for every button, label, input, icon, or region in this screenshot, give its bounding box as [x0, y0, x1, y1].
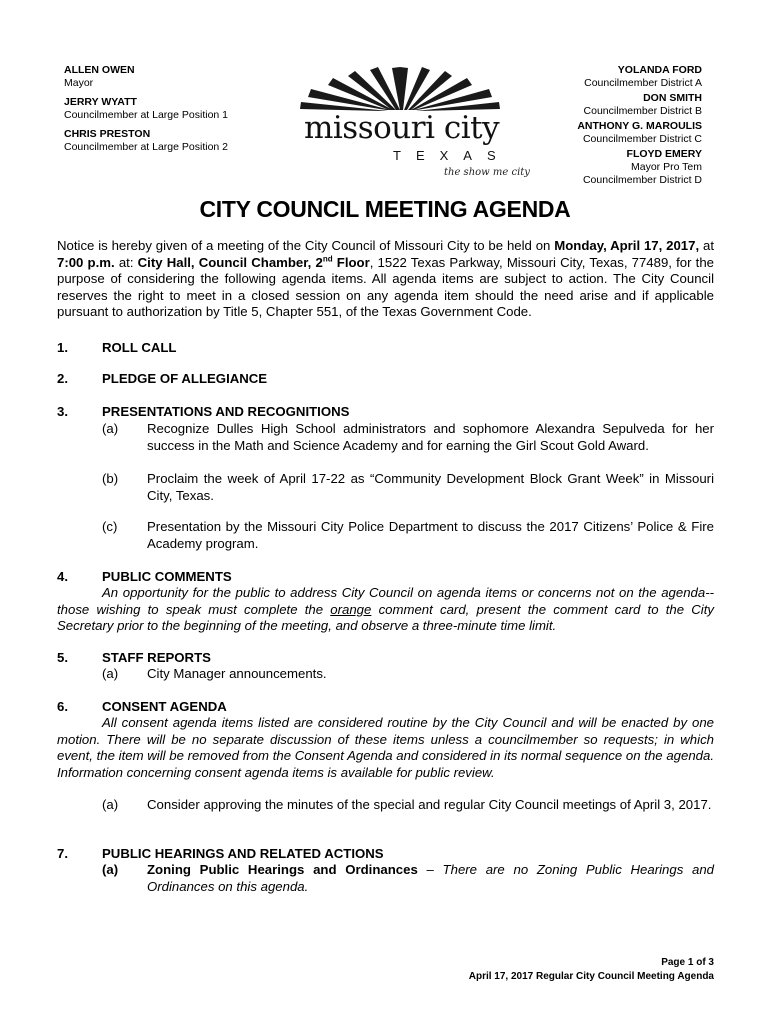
subitem-text: Presentation by the Missouri City Police Department to discuss the 2017 Citizens’ Police & Fire Academy program.: [147, 519, 714, 551]
official-name: JERRY WYATT: [64, 96, 137, 108]
comment-card-color: orange: [330, 601, 372, 617]
official-name: FLOYD EMERY: [626, 148, 702, 160]
item-number: 4.: [57, 569, 68, 584]
official-mayor: [64, 64, 228, 90]
item-title: PUBLIC COMMENTS: [102, 569, 232, 584]
subitem-text: City Manager announcements.: [147, 666, 327, 681]
official-role: Councilmember District A: [584, 77, 702, 89]
agenda-subitem-6a: [102, 797, 714, 814]
logo-city-text: missouri city: [304, 110, 500, 146]
agenda-subitem-3a: [102, 421, 714, 454]
item-title: PRESENTATIONS AND RECOGNITIONS: [102, 404, 350, 419]
officials-left: [64, 64, 228, 160]
official-role: Councilmember District C: [582, 133, 702, 145]
item-number: 7.: [57, 846, 68, 861]
notice-text: Notice is hereby given of a meeting of the City Council of Missouri City to be held on: [57, 238, 555, 253]
agenda-subitem-7a: [102, 862, 714, 895]
notice-text: , 1522 Texas Parkway, Missouri City, Texas, 77489, for the purpose of considering the following agenda items. All agenda items are subject to action. The City Council reserves the right to meet in a closed session on any agenda item should the need arise and if applicable pursuant to authorization by Title 5, Chapter 551, of the Texas Government Code.: [57, 254, 715, 319]
official-role: Mayor: [64, 77, 94, 89]
official-name: ANTHONY G. MAROULIS: [577, 120, 702, 132]
page-number: Page 1 of 3: [661, 957, 714, 968]
agenda-subitem-3b: [102, 471, 714, 504]
official-role: Councilmember at Large Position 2: [64, 141, 229, 153]
notice-floor: Floor: [332, 254, 370, 270]
official-district-d: [577, 148, 702, 187]
official-district-c: [577, 120, 702, 146]
agenda-subitem-5a: [102, 666, 714, 683]
item-title: PUBLIC HEARINGS AND RELATED ACTIONS: [102, 846, 384, 861]
subitem-bold-text: Zoning Public Hearings and Ordinances: [147, 862, 418, 877]
official-name: DON SMITH: [643, 92, 702, 104]
official-role: Councilmember at Large Position 1: [64, 109, 229, 121]
logo-state-text: TEXAS: [393, 148, 511, 163]
subitem-text: [147, 862, 714, 895]
item-title: ROLL CALL: [102, 340, 177, 355]
official-district-b: [577, 92, 702, 118]
item-number: 6.: [57, 699, 68, 714]
subitem-letter: (c): [102, 519, 118, 534]
subitem-italic-text: – There are no Zoning Public Hearings and Ordinances on this agenda.: [147, 862, 715, 894]
item-number: 3.: [57, 404, 68, 419]
footer-document-title: April 17, 2017 Regular City Council Meeting Agenda: [468, 971, 714, 982]
item-title: PLEDGE OF ALLEGIANCE: [102, 371, 268, 386]
notice-text: at:: [114, 254, 138, 270]
official-role: Mayor Pro Tem: [631, 161, 702, 173]
officials-right: [577, 64, 702, 189]
subitem-letter: (a): [102, 421, 119, 436]
subitem-letter: (a): [102, 797, 119, 812]
notice-date: Monday, April 17, 2017,: [554, 238, 700, 253]
notice-text: at: [699, 238, 714, 253]
notice-time: 7:00 p.m.: [57, 254, 115, 270]
item-number: 1.: [57, 340, 68, 355]
subitem-letter: (a): [102, 666, 119, 681]
comment-text: comment card, present the comment card to the City Secretary prior to the beginning of the meeting, and observe a three-minute time limit.: [57, 601, 714, 633]
official-name: CHRIS PRESTON: [64, 128, 151, 140]
subitem-text: Consider approving the minutes of the special and regular City Council meetings of April 3, 2017.: [147, 797, 712, 812]
subitem-letter: (a): [102, 862, 119, 877]
notice-place-sup: nd: [322, 254, 333, 264]
missouri-city-logo: [300, 66, 530, 186]
meeting-notice: [57, 238, 714, 321]
official-role-2: Councilmember District D: [582, 174, 702, 186]
official-at-large-2: [64, 128, 228, 154]
item-title: CONSENT AGENDA: [102, 699, 227, 714]
item-title: STAFF REPORTS: [102, 650, 211, 665]
item-number: 5.: [57, 650, 68, 665]
public-comments-text: [57, 585, 714, 635]
official-at-large-1: [64, 96, 228, 122]
agenda-subitem-3c: [102, 519, 714, 552]
official-name: ALLEN OWEN: [64, 64, 135, 76]
logo-tagline: the show me city: [444, 167, 530, 178]
consent-agenda-text: All consent agenda items listed are considered routine by the City Council and will be enacted by one motion. There will be no separate discussion of these items unless a councilmember so requests; in which event, the item will be removed from the Consent Agenda and considered in its normal sequence on the agenda. Information concerning consent agenda items is available for public review.: [57, 715, 714, 780]
sunburst-icon: [300, 66, 525, 111]
official-district-a: [577, 64, 702, 90]
official-name: YOLANDA FORD: [617, 64, 702, 76]
subitem-text: Recognize Dulles High School administrators and sophomore Alexandra Sepulveda for her success in the Math and Science Academy and for earning the Girl Scout Gold Award.: [147, 421, 714, 453]
subitem-text: Proclaim the week of April 17-22 as “Community Development Block Grant Week” in Missouri City, Texas.: [147, 471, 714, 503]
comment-text: An opportunity for the public to address City Council on agenda items or concerns not on the agenda--those wishing to speak must complete the: [57, 585, 714, 617]
page-footer: [469, 956, 714, 984]
subitem-letter: (b): [102, 471, 119, 486]
notice-place: City Hall, Council Chamber, 2: [137, 254, 323, 270]
page-title: CITY COUNCIL MEETING AGENDA: [199, 196, 571, 222]
official-role: Councilmember District B: [583, 105, 702, 117]
item-number: 2.: [57, 371, 68, 386]
